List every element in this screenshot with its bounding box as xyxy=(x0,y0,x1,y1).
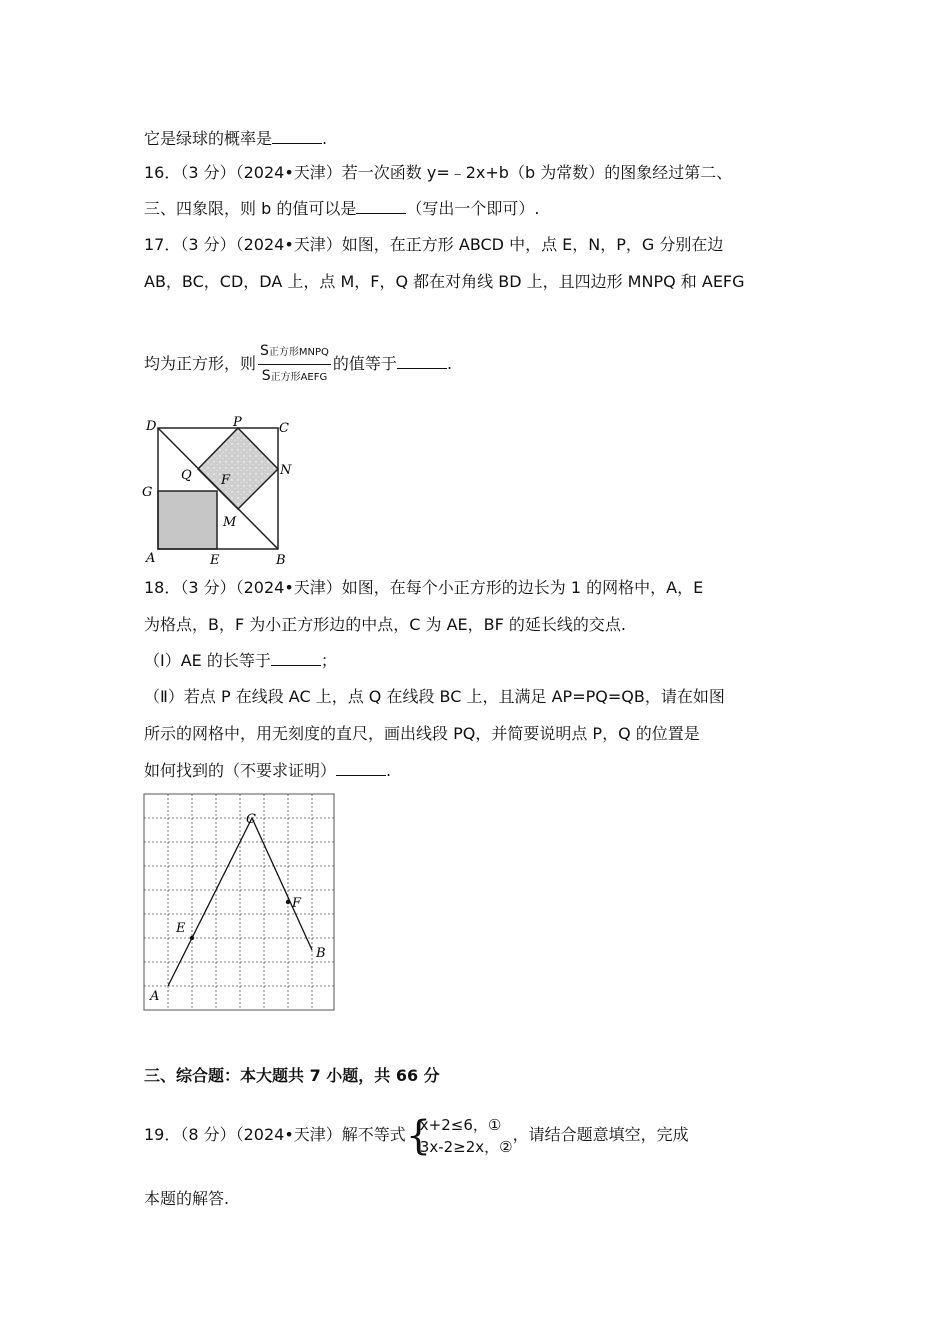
point-e xyxy=(190,936,194,940)
q19-pre: 19．（8 分）（2024•天津）解不等式 xyxy=(144,1125,406,1144)
q17-line-1: 17．（3 分）（2024•天津）如图，在正方形 ABCD 中，点 E，N，P，G 分别在边 xyxy=(144,235,724,254)
q15-tail-line xyxy=(144,128,327,150)
label-e: E xyxy=(210,553,220,568)
denominator-sub: 正方形AEFG xyxy=(270,372,328,383)
answer-blank[interactable] xyxy=(272,129,322,144)
point-f xyxy=(286,900,290,904)
label-f: F xyxy=(221,473,231,488)
label-n: N xyxy=(280,463,292,478)
label-e: E xyxy=(176,921,186,936)
fraction-numerator xyxy=(258,342,331,365)
inequality-2: 3x-2≥2x，② xyxy=(419,1137,513,1156)
q17-line-3-end: . xyxy=(446,354,453,373)
numerator-sub: 正方形MNPQ xyxy=(268,347,329,358)
q18-part-1 xyxy=(144,650,337,672)
label-b: B xyxy=(276,553,286,568)
label-a: A xyxy=(150,989,160,1004)
label-c: C xyxy=(246,812,256,827)
q18-part-2-line-3 xyxy=(144,760,391,782)
fraction-denominator xyxy=(258,365,331,387)
square-figure xyxy=(140,412,300,570)
label-p: P xyxy=(233,415,242,430)
area-ratio-fraction xyxy=(258,342,331,387)
label-m: M xyxy=(223,515,237,530)
q16-line-2-end: （写出一个即可）. xyxy=(406,199,540,218)
q17-line-3-post: 的值等于 xyxy=(332,354,397,373)
label-d: D xyxy=(146,419,157,434)
label-q: Q xyxy=(181,468,192,483)
answer-blank[interactable] xyxy=(356,199,406,214)
answer-blank[interactable] xyxy=(336,761,386,776)
inequality-system xyxy=(406,1114,513,1158)
answer-blank[interactable] xyxy=(271,651,321,666)
q19-line-2: 本题的解答. xyxy=(144,1189,230,1208)
q16-line-2 xyxy=(144,198,539,220)
q18-line-2: 为格点，B，F 为小正方形边的中点，C 为 AE，BF 的延长线的交点. xyxy=(144,615,627,634)
label-c: C xyxy=(279,421,289,436)
q16-line-1: 16．（3 分）（2024•天津）若一次函数 y=﹣2x+b（b 为常数）的图象经过第二、 xyxy=(144,163,733,182)
label-a: A xyxy=(146,551,156,566)
answer-blank[interactable] xyxy=(397,354,447,369)
label-b: B xyxy=(316,946,326,961)
q18-part-2-line-3-text: 如何找到的（不要求证明） xyxy=(144,761,337,780)
q15-tail-end: . xyxy=(322,129,328,148)
numerator-s: S xyxy=(260,343,269,359)
denominator-s: S xyxy=(261,368,271,384)
q18-line-1: 18．（3 分）（2024•天津）如图，在每个小正方形的边长为 1 的网格中，A，E xyxy=(144,578,704,597)
q18-part-1-end: ； xyxy=(320,651,337,670)
q19-post: ，请结合题意填空，完成 xyxy=(512,1125,689,1144)
q17-line-3 xyxy=(144,342,452,387)
q18-part-2-end: . xyxy=(386,761,392,780)
q19-line-1 xyxy=(144,1112,689,1158)
q15-tail-text: 它是绿球的概率是 xyxy=(144,129,273,148)
inequality-1: x+2≤6，① xyxy=(419,1115,502,1134)
grid-figure xyxy=(140,790,340,1014)
q18-part-2-line-2: 所示的网格中，用无刻度的直尺，画出线段 PQ，并简要说明点 P，Q 的位置是 xyxy=(144,724,700,743)
square-aefg xyxy=(158,491,217,549)
label-g: G xyxy=(142,485,153,500)
q16-line-2-text: 三、四象限，则 b 的值可以是 xyxy=(144,199,357,218)
left-brace: { xyxy=(405,1112,432,1159)
section-3-heading: 三、综合题：本大题共 7 小题，共 66 分 xyxy=(144,1066,440,1085)
q18-part-2-line-1: （Ⅱ）若点 P 在线段 AC 上，点 Q 在线段 BC 上，且满足 AP=PQ=QB，请在如图 xyxy=(144,687,725,706)
q17-line-2: AB，BC，CD，DA 上，点 M，F，Q 都在对角线 BD 上，且四边形 MNPQ 和 AEFG xyxy=(144,272,745,291)
q17-line-3-pre: 均为正方形，则 xyxy=(144,354,257,373)
label-f: F xyxy=(292,896,302,911)
q18-part-1-text: （Ⅰ）AE 的长等于 xyxy=(144,651,271,670)
